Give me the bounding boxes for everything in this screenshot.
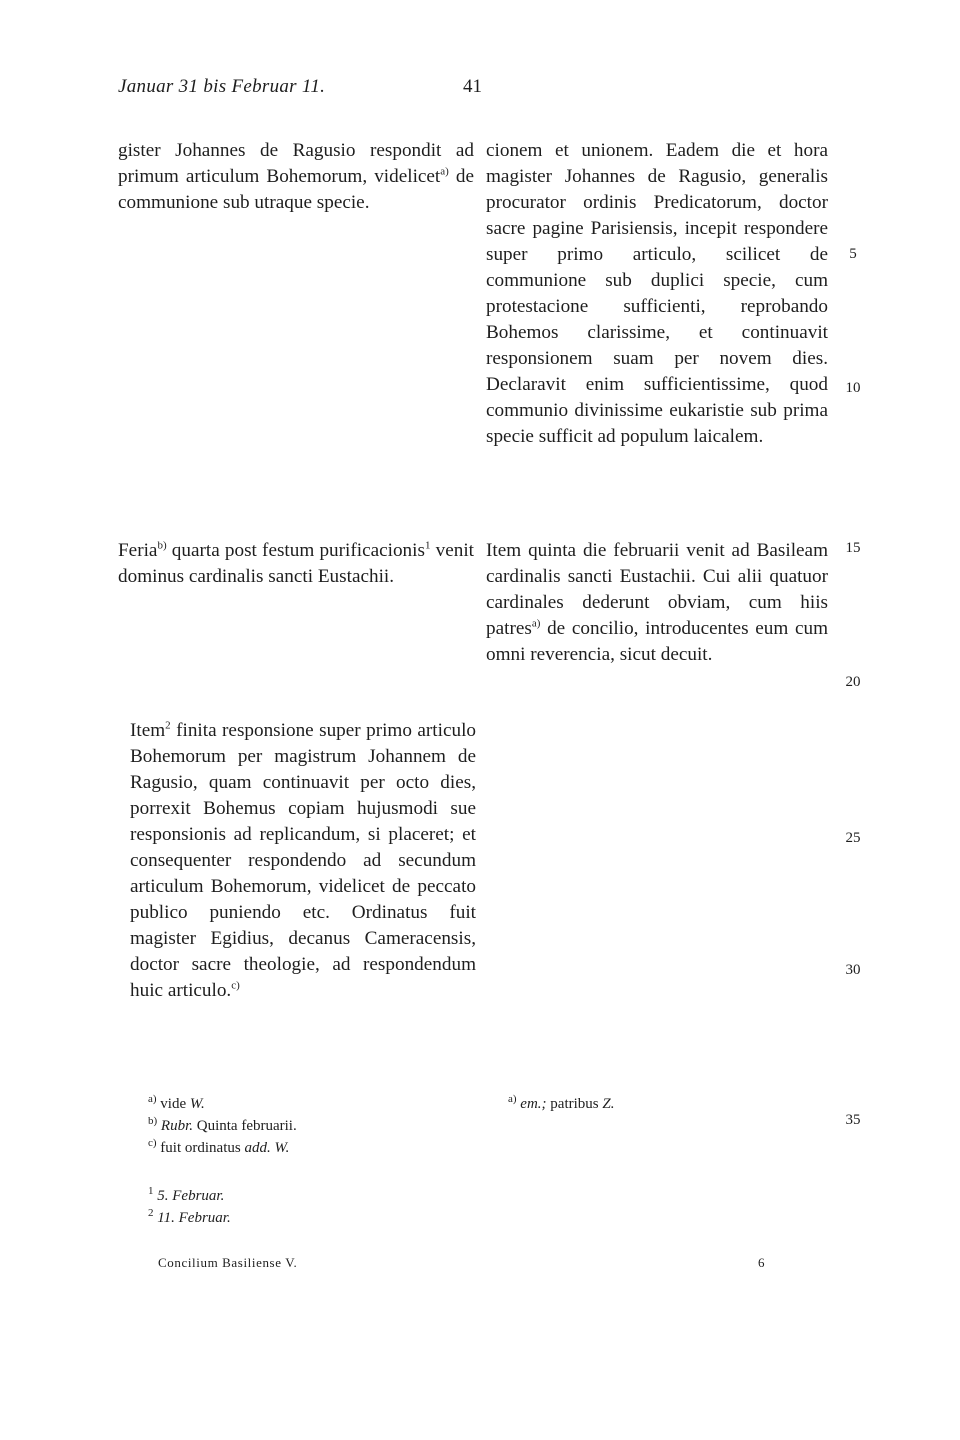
left-p2-text-b: quarta post festum purificacionis [166,540,425,561]
running-header [118,76,482,106]
footnotes-right [508,1093,808,1115]
page-number: 41 [463,76,482,97]
footnote-right-a [508,1093,808,1115]
right-p2-text-a: Item quinta die februarii venit ad Basileam cardinalis sancti Eustachii. Cui alii quatuor cardinales dederunt obviam, cum hiis patres [486,540,828,639]
footnote-mark: b) [148,1115,158,1127]
left-p3-text-b: finita responsione super primo articulo Bohemorum per magistrum Johannem de Ragusio, quam continuavit per octo dies, porrexit Bohemus copiam hujusmodi sue responsionis ad replicandum, si placeret; et consequenter respondendo ad secundum articulum Bohemorum, videlicet de peccato publico puniendo etc. Ordinatus fuit magister Egidius, decanus Cameracensis, doctor sacre theologie, ad respondendum huic articulo. [130,720,476,1001]
signature-title: Concilium Basiliense V. [158,1255,298,1270]
footnote-siglum: Rubr. [160,1118,194,1134]
footnote-text: fuit ordinatus [156,1140,245,1156]
date-note-text: 11. Februar. [157,1210,231,1226]
right-paragraph-2 [486,538,828,668]
left-paragraph-1 [118,138,474,216]
date-note-2 [148,1207,468,1229]
footnotes-left [148,1093,468,1159]
line-number-25: 25 [845,830,861,846]
signature-sheet: 6 [758,1255,766,1270]
footnote-mark: a) [508,1093,517,1105]
left-paragraph-2 [118,538,474,590]
right-p1-text: cionem et unionem. Eadem die et hora magister Johannes de Ragusio, generalis procurator ordinis Predicatorum, doctor sacre pagine Parisiensis, incepit respondere super primo articulo, scilicet de communione sub duplici specie, cum protestacione sufficienti, reprobando Bohemos clarissime, et continuavit responsionem suam per novem dies. Declaravit enim sufficientissime, quod communio divinissime eukaristie sub prima specie sufficit ad populum laicalem. [486,140,828,447]
left-p1-note-mark: a) [440,165,449,178]
left-p2-text-a: Feria [118,540,158,561]
left-p2-note-mark-2: 1 [424,539,431,552]
line-number-15: 15 [845,540,861,556]
footnote-siglum: em.; [520,1096,547,1112]
left-p2-note-mark: b) [157,539,167,552]
footnote-siglum: add. W. [244,1140,290,1156]
date-notes [148,1185,468,1229]
footnote-left-c [148,1137,468,1159]
date-note-mark: 1 [148,1185,154,1197]
line-number-5: 5 [849,246,857,262]
footnote-mark: a) [148,1093,157,1105]
footnote-text: patribus [546,1096,603,1112]
date-note-mark: 2 [148,1207,154,1219]
running-title: Januar 31 bis Februar 11. [118,76,326,97]
footnote-text: Quinta februarii. [193,1118,297,1134]
footnote-siglum: W. [189,1096,205,1112]
right-p2-note-mark: a) [531,617,541,630]
right-p2-text-b: de concilio, introducentes eum cum omni reverencia, sicut decuit. [486,618,828,665]
line-number-30: 30 [845,962,861,978]
left-p1-text-a: gister Johannes de Ragusio respondit ad primum articulum Bohemorum, videlicet [118,140,474,187]
footnote-left-a [148,1093,468,1115]
line-number-10: 10 [845,380,861,396]
line-number-35: 35 [845,1112,861,1128]
right-paragraph-1 [486,138,828,450]
left-paragraph-3 [130,718,476,1004]
footnote-mark: c) [148,1137,157,1149]
footnote-siglum: Z. [602,1096,615,1112]
date-note-text: 5. Februar. [157,1188,225,1204]
left-p3-note-mark-2: c) [231,979,240,992]
left-p3-note-mark: 2 [165,719,171,732]
left-p1-text-b: de communione sub utraque specie. [118,166,474,213]
left-p3-text-a: Item [130,720,166,741]
date-note-1 [148,1185,468,1207]
footnote-left-b [148,1115,468,1137]
left-p2-text-c: venit dominus cardinalis sancti Eustachii. [118,540,474,587]
footnote-text: vide [156,1096,190,1112]
line-number-20: 20 [845,674,861,690]
